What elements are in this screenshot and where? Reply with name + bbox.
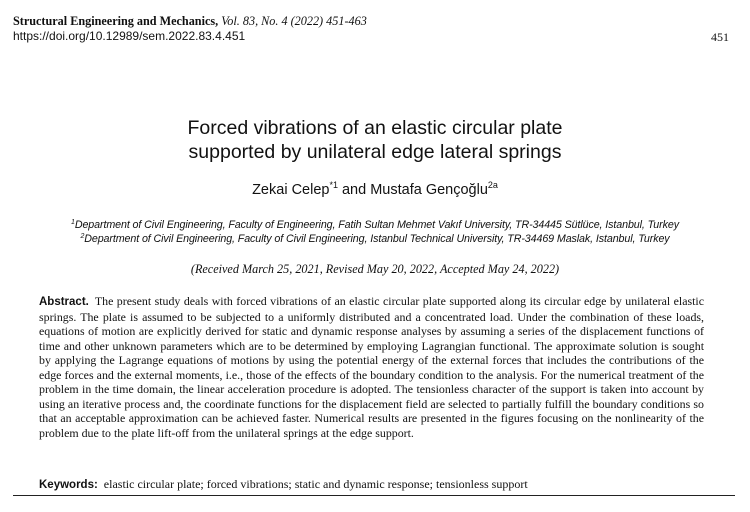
journal-name: Structural Engineering and Mechanics, <box>13 14 219 28</box>
abstract-text: The present study deals with forced vibrations of an elastic circular plate supported along its circular edge by unilateral elastic springs. The plate is assumed to be subjected to a uniformly distributed and a concentrated load. Under the combination of these loads, equations of motion are explicitly derived for static and dynamic response analyses by assuming a series of the displacement functions of time and other unknown parameters which are to be determined by employing Lagrangian functional. The approximate solution is sought by applying the Lagrange equations of motions by using the potential energy of the external forces that includes the contributions of the edge forces and the external moments, i.e., those of the effects of the boundary condition to the analysis. For the numerical treatment of the problem in the time domain, the linear acceleration procedure is adopted. The tensionless character of the support is taken into account by using an iterative process and, the coordinate functions for the displacement field are selected to partially fulfill the boundary conditions so that an acceptable approximation can be achieved faster. Numerical results are presented in the figures focusing on the nonlinearity of the problem due to the plate lift-off from the unilateral springs at the edge support. <box>39 294 704 440</box>
author-2: Mustafa Gençoğlu <box>370 182 488 198</box>
abstract-label: Abstract. <box>39 296 89 308</box>
page-number: 451 <box>711 30 729 44</box>
affiliation-2-marker: 2 <box>80 233 85 240</box>
received-dates: (Received March 25, 2021, Revised May 20, 2022, Accepted May 24, 2022) <box>190 262 560 276</box>
affiliation-1-marker: 1 <box>71 219 75 226</box>
title-line-2: supported by unilateral edge lateral springs <box>188 141 562 163</box>
abstract <box>39 294 704 440</box>
affiliation-1 <box>0 218 750 232</box>
paper-title <box>0 116 750 164</box>
title-line-1: Forced vibrations of an elastic circular plate <box>187 117 563 139</box>
author-2-marker: 2a <box>487 180 498 190</box>
author-conjunction: and <box>337 182 371 198</box>
affiliation-1-text: Department of Civil Engineering, Faculty of Engineering, Fatih Sultan Mehmet Vakıf University, TR-34445 Sütlüce, Istanbul, Turkey <box>74 219 679 231</box>
author-1-marker: *1 <box>329 180 338 190</box>
keywords-text: elastic circular plate; forced vibrations; static and dynamic response; tensionless support <box>103 477 528 491</box>
keywords-label: Keywords: <box>39 479 98 491</box>
affiliation-2-text: Department of Civil Engineering, Faculty of Civil Engineering, Istanbul Technical University, TR-34469 Maslak, Istanbul, Turkey <box>84 233 670 245</box>
keywords <box>39 477 528 493</box>
author-1: Zekai Celep <box>252 182 330 198</box>
separator-line <box>13 495 735 496</box>
doi-link[interactable]: https://doi.org/10.12989/sem.2022.83.4.451 <box>13 29 246 43</box>
authors <box>0 181 750 199</box>
volume-info: Vol. 83, No. 4 (2022) 451-463 <box>221 14 367 28</box>
affiliation-2 <box>0 232 750 246</box>
journal-citation <box>13 14 367 29</box>
